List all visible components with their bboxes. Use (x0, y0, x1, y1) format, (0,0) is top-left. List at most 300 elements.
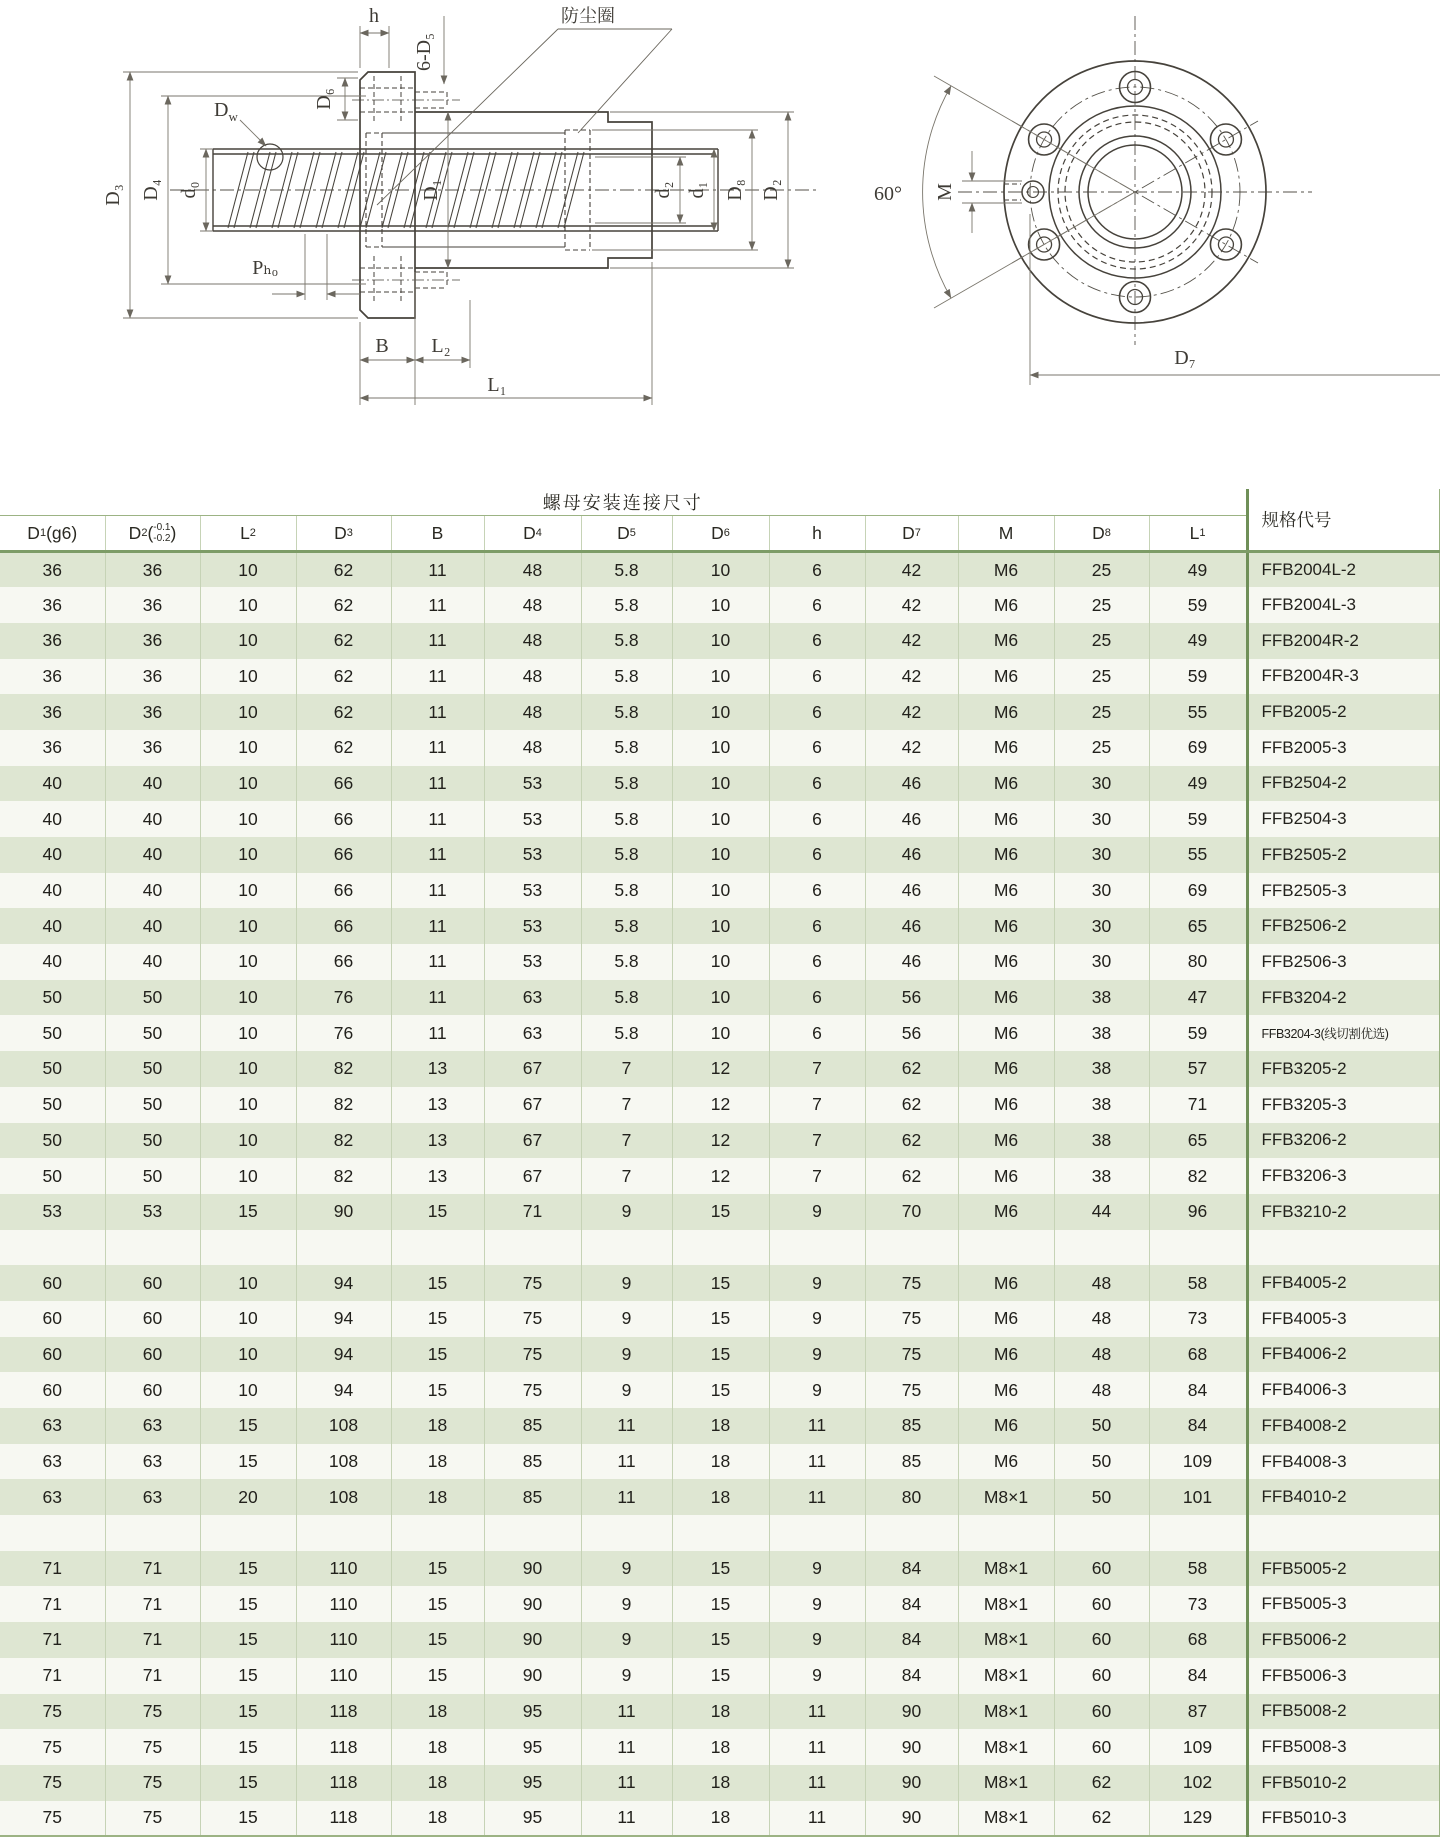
value-cell: 18 (672, 1765, 769, 1801)
value-cell: 25 (1054, 552, 1149, 588)
dim-label-b: B (375, 335, 389, 357)
value-cell: 9 (769, 1372, 865, 1408)
spec-cell: FFB2004R-3 (1247, 659, 1440, 695)
value-cell: 10 (672, 1015, 769, 1051)
table-row (0, 552, 1440, 588)
value-cell: 25 (1054, 659, 1149, 695)
value-cell: 11 (581, 1444, 672, 1480)
value-cell: 9 (581, 1658, 672, 1694)
value-cell: 84 (1149, 1372, 1247, 1408)
value-cell: 68 (1149, 1622, 1247, 1658)
value-cell: 6 (769, 1015, 865, 1051)
value-cell (958, 1230, 1054, 1266)
value-cell: 11 (581, 1479, 672, 1515)
value-cell: 13 (391, 1158, 484, 1194)
value-cell: 25 (1054, 694, 1149, 730)
dim-label-d2-small: d₂ (652, 181, 674, 199)
value-cell: 75 (105, 1694, 200, 1730)
value-cell: 59 (1149, 659, 1247, 695)
value-cell: 62 (296, 659, 391, 695)
value-cell (0, 1515, 105, 1551)
spec-cell: FFB5006-3 (1247, 1658, 1440, 1694)
value-cell: 7 (581, 1051, 672, 1087)
value-cell: 9 (581, 1337, 672, 1373)
value-cell: 5.8 (581, 801, 672, 837)
value-cell: 36 (105, 587, 200, 623)
value-cell: 11 (391, 944, 484, 980)
value-cell: 15 (672, 1265, 769, 1301)
dim-label-d4: D₄ (140, 179, 162, 201)
value-cell: 11 (769, 1444, 865, 1480)
value-cell: 38 (1054, 1087, 1149, 1123)
value-cell: 36 (0, 694, 105, 730)
value-cell: 10 (672, 801, 769, 837)
value-cell: 84 (865, 1658, 958, 1694)
column-header: D 6 (672, 516, 769, 552)
value-cell: 110 (296, 1551, 391, 1587)
value-cell: 71 (0, 1586, 105, 1622)
value-cell: 82 (296, 1051, 391, 1087)
value-cell: 30 (1054, 873, 1149, 909)
dim-label-l1: L₁ (487, 374, 507, 396)
table-body (0, 552, 1440, 1837)
value-cell: 62 (865, 1158, 958, 1194)
dim-label-d8: D₈ (724, 179, 746, 201)
value-cell: 90 (865, 1694, 958, 1730)
spec-cell: FFB4008-3 (1247, 1444, 1440, 1480)
value-cell: 10 (200, 659, 296, 695)
value-cell: 10 (200, 1265, 296, 1301)
value-cell: M8×1 (958, 1765, 1054, 1801)
value-cell: 60 (1054, 1729, 1149, 1765)
value-cell: 67 (484, 1087, 581, 1123)
value-cell: M6 (958, 944, 1054, 980)
value-cell (0, 1230, 105, 1266)
value-cell: 11 (581, 1694, 672, 1730)
value-cell: 70 (865, 1194, 958, 1230)
spec-cell: FFB2506-2 (1247, 908, 1440, 944)
value-cell: 48 (1054, 1337, 1149, 1373)
value-cell: 11 (391, 730, 484, 766)
table-row (0, 1729, 1440, 1765)
value-cell: 118 (296, 1729, 391, 1765)
value-cell: 108 (296, 1408, 391, 1444)
value-cell (200, 1515, 296, 1551)
value-cell: M8×1 (958, 1622, 1054, 1658)
value-cell: 13 (391, 1123, 484, 1159)
value-cell: 46 (865, 801, 958, 837)
value-cell: 5.8 (581, 873, 672, 909)
value-cell: 36 (105, 659, 200, 695)
value-cell: 46 (865, 944, 958, 980)
dim-label-60deg: 60° (874, 183, 902, 205)
value-cell: 38 (1054, 1051, 1149, 1087)
value-cell: 10 (672, 837, 769, 873)
value-cell: 9 (769, 1586, 865, 1622)
value-cell: 38 (1054, 1123, 1149, 1159)
spec-cell (1247, 1230, 1440, 1266)
value-cell: 15 (200, 1729, 296, 1765)
value-cell: 95 (484, 1729, 581, 1765)
value-cell (769, 1230, 865, 1266)
value-cell: 18 (672, 1729, 769, 1765)
value-cell: 50 (0, 980, 105, 1016)
value-cell: 36 (0, 587, 105, 623)
value-cell: M6 (958, 801, 1054, 837)
table-row (0, 801, 1440, 837)
value-cell: 11 (391, 659, 484, 695)
value-cell: 7 (769, 1051, 865, 1087)
value-cell: 11 (391, 908, 484, 944)
value-cell: 48 (484, 730, 581, 766)
value-cell (581, 1515, 672, 1551)
value-cell: 18 (391, 1444, 484, 1480)
value-cell: 11 (391, 766, 484, 802)
value-cell: 60 (105, 1372, 200, 1408)
value-cell: 71 (484, 1194, 581, 1230)
spec-cell: FFB3205-2 (1247, 1051, 1440, 1087)
value-cell: 63 (0, 1479, 105, 1515)
value-cell: 42 (865, 552, 958, 588)
value-cell: 80 (865, 1479, 958, 1515)
value-cell: 50 (0, 1051, 105, 1087)
value-cell: 48 (1054, 1265, 1149, 1301)
value-cell: 42 (865, 730, 958, 766)
value-cell: 71 (1149, 1087, 1247, 1123)
spec-cell: FFB5010-3 (1247, 1801, 1440, 1837)
value-cell: 75 (0, 1729, 105, 1765)
value-cell: 5.8 (581, 730, 672, 766)
table-row (0, 908, 1440, 944)
value-cell: 10 (672, 587, 769, 623)
value-cell: 6 (769, 587, 865, 623)
value-cell: 75 (105, 1801, 200, 1837)
value-cell: 6 (769, 694, 865, 730)
value-cell: 15 (391, 1265, 484, 1301)
value-cell: 110 (296, 1622, 391, 1658)
value-cell: 62 (1054, 1765, 1149, 1801)
value-cell: M6 (958, 873, 1054, 909)
value-cell: M6 (958, 1015, 1054, 1051)
value-cell: 50 (105, 1087, 200, 1123)
value-cell: 60 (0, 1301, 105, 1337)
dust-ring-label: 防尘圈 (561, 6, 615, 26)
value-cell: 49 (1149, 623, 1247, 659)
table-row (0, 1551, 1440, 1587)
value-cell: 75 (865, 1372, 958, 1408)
value-cell: 71 (105, 1622, 200, 1658)
value-cell: M6 (958, 623, 1054, 659)
value-cell: 42 (865, 659, 958, 695)
value-cell: 75 (0, 1801, 105, 1837)
value-cell: 75 (865, 1265, 958, 1301)
value-cell: 11 (391, 801, 484, 837)
value-cell: 40 (0, 944, 105, 980)
value-cell: 71 (105, 1658, 200, 1694)
spec-cell: FFB3205-3 (1247, 1087, 1440, 1123)
value-cell: M6 (958, 1265, 1054, 1301)
value-cell: 38 (1054, 980, 1149, 1016)
dim-label-d7: D₇ (1174, 347, 1196, 369)
value-cell: 50 (105, 980, 200, 1016)
value-cell: 36 (105, 552, 200, 588)
spec-cell: FFB2505-2 (1247, 837, 1440, 873)
value-cell: 101 (1149, 1479, 1247, 1515)
table-row (0, 873, 1440, 909)
value-cell (296, 1230, 391, 1266)
value-cell: 20 (200, 1479, 296, 1515)
value-cell: 11 (581, 1765, 672, 1801)
value-cell: 30 (1054, 908, 1149, 944)
column-header: L 1 (1149, 516, 1247, 552)
value-cell: 90 (484, 1551, 581, 1587)
value-cell: 42 (865, 587, 958, 623)
value-cell: M6 (958, 1408, 1054, 1444)
value-cell: 84 (1149, 1408, 1247, 1444)
value-cell: 15 (200, 1194, 296, 1230)
value-cell: 7 (769, 1087, 865, 1123)
value-cell: 36 (0, 623, 105, 659)
value-cell: 15 (200, 1551, 296, 1587)
value-cell: 71 (105, 1551, 200, 1587)
table-row (0, 659, 1440, 695)
value-cell: 63 (105, 1479, 200, 1515)
value-cell: 15 (391, 1551, 484, 1587)
value-cell: 11 (581, 1801, 672, 1837)
value-cell: 46 (865, 908, 958, 944)
value-cell: 9 (581, 1622, 672, 1658)
value-cell: 82 (1149, 1158, 1247, 1194)
value-cell: 75 (484, 1337, 581, 1373)
value-cell: 18 (391, 1801, 484, 1837)
value-cell (672, 1515, 769, 1551)
value-cell: 118 (296, 1801, 391, 1837)
table-row (0, 1586, 1440, 1622)
column-header: D 3 (296, 516, 391, 552)
value-cell: 75 (484, 1265, 581, 1301)
column-header: D 2 ( -0.1 -0.2 ) (105, 516, 200, 552)
value-cell: M6 (958, 1444, 1054, 1480)
value-cell: 38 (1054, 1158, 1149, 1194)
value-cell: 48 (1054, 1372, 1149, 1408)
dim-label-d1: D₁ (420, 179, 442, 201)
value-cell: 62 (1054, 1801, 1149, 1837)
table-row (0, 1408, 1440, 1444)
value-cell: 48 (484, 659, 581, 695)
value-cell: 10 (200, 1087, 296, 1123)
value-cell: 15 (672, 1622, 769, 1658)
table-row (0, 1801, 1440, 1837)
spec-cell: FFB3204-2 (1247, 980, 1440, 1016)
value-cell: 63 (105, 1408, 200, 1444)
value-cell: 60 (0, 1265, 105, 1301)
value-cell: 50 (0, 1015, 105, 1051)
value-cell: M6 (958, 980, 1054, 1016)
value-cell: 108 (296, 1444, 391, 1480)
value-cell: 59 (1149, 587, 1247, 623)
value-cell: 84 (865, 1622, 958, 1658)
value-cell: 10 (200, 1301, 296, 1337)
value-cell: 15 (391, 1586, 484, 1622)
spec-column-header: 规格代号 (1247, 489, 1440, 552)
value-cell: 9 (769, 1658, 865, 1694)
value-cell: 71 (0, 1551, 105, 1587)
value-cell: 12 (672, 1123, 769, 1159)
value-cell: 9 (769, 1265, 865, 1301)
value-cell (484, 1230, 581, 1266)
dim-label-dw: $D_w$ (214, 99, 238, 124)
value-cell: 87 (1149, 1694, 1247, 1730)
value-cell (105, 1230, 200, 1266)
column-header: h (769, 516, 865, 552)
value-cell: 40 (105, 908, 200, 944)
spec-cell: FFB4008-2 (1247, 1408, 1440, 1444)
value-cell: 50 (1054, 1479, 1149, 1515)
table-row (0, 587, 1440, 623)
value-cell: 50 (105, 1123, 200, 1159)
value-cell: 60 (1054, 1694, 1149, 1730)
value-cell: 110 (296, 1586, 391, 1622)
value-cell: 40 (0, 873, 105, 909)
value-cell: 58 (1149, 1265, 1247, 1301)
value-cell: 60 (1054, 1551, 1149, 1587)
value-cell: 10 (200, 1051, 296, 1087)
table-row (0, 766, 1440, 802)
value-cell: 12 (672, 1158, 769, 1194)
value-cell: 25 (1054, 730, 1149, 766)
value-cell: 56 (865, 980, 958, 1016)
value-cell: 10 (200, 1337, 296, 1373)
value-cell: 15 (391, 1194, 484, 1230)
value-cell: 49 (1149, 766, 1247, 802)
value-cell: 36 (105, 623, 200, 659)
value-cell: 36 (0, 659, 105, 695)
value-cell: 10 (200, 552, 296, 588)
value-cell: 42 (865, 694, 958, 730)
value-cell: 60 (105, 1265, 200, 1301)
value-cell: 11 (391, 873, 484, 909)
value-cell: 11 (391, 980, 484, 1016)
value-cell: M8×1 (958, 1658, 1054, 1694)
spec-cell: FFB2004L-3 (1247, 587, 1440, 623)
value-cell: 10 (200, 766, 296, 802)
table-title: 螺母安装连接尺寸 (0, 489, 1247, 516)
value-cell: 10 (200, 694, 296, 730)
value-cell: 66 (296, 908, 391, 944)
value-cell: 84 (865, 1586, 958, 1622)
value-cell: 10 (200, 1372, 296, 1408)
table-row (0, 1444, 1440, 1480)
value-cell: 9 (769, 1194, 865, 1230)
spec-cell: FFB4006-3 (1247, 1372, 1440, 1408)
dim-label-d1-small: d₁ (686, 181, 708, 199)
column-header: B (391, 516, 484, 552)
value-cell: 9 (581, 1551, 672, 1587)
spec-cell: FFB5005-2 (1247, 1551, 1440, 1587)
value-cell: 5.8 (581, 766, 672, 802)
value-cell: 11 (391, 837, 484, 873)
value-cell: 55 (1149, 837, 1247, 873)
value-cell: 18 (672, 1408, 769, 1444)
spec-cell: FFB2504-3 (1247, 801, 1440, 837)
value-cell: 5.8 (581, 944, 672, 980)
value-cell: 44 (1054, 1194, 1149, 1230)
value-cell: M6 (958, 1123, 1054, 1159)
value-cell: 10 (672, 623, 769, 659)
spec-cell: FFB2004R-2 (1247, 623, 1440, 659)
value-cell: M8×1 (958, 1694, 1054, 1730)
dim-label-d3: D₃ (102, 184, 124, 206)
value-cell: 15 (200, 1408, 296, 1444)
value-cell: 75 (105, 1729, 200, 1765)
value-cell: 5.8 (581, 552, 672, 588)
value-cell: 90 (484, 1622, 581, 1658)
value-cell: 9 (581, 1301, 672, 1337)
value-cell: 15 (672, 1551, 769, 1587)
table-row (0, 837, 1440, 873)
value-cell: 9 (581, 1372, 672, 1408)
value-cell: 75 (484, 1372, 581, 1408)
value-cell: 50 (0, 1158, 105, 1194)
value-cell: 40 (105, 837, 200, 873)
value-cell: 49 (1149, 552, 1247, 588)
value-cell: 36 (105, 730, 200, 766)
spec-cell: FFB3204-3(线切割优选) (1247, 1015, 1440, 1051)
value-cell: 66 (296, 837, 391, 873)
value-cell (1149, 1230, 1247, 1266)
value-cell: 73 (1149, 1586, 1247, 1622)
value-cell: 53 (484, 908, 581, 944)
value-cell: 60 (1054, 1658, 1149, 1694)
spec-cell: FFB3206-2 (1247, 1123, 1440, 1159)
value-cell: 10 (200, 801, 296, 837)
value-cell: 60 (105, 1337, 200, 1373)
value-cell: 10 (672, 694, 769, 730)
value-cell: 66 (296, 873, 391, 909)
value-cell: 5.8 (581, 1015, 672, 1051)
column-header: D 7 (865, 516, 958, 552)
value-cell (105, 1515, 200, 1551)
value-cell: 58 (1149, 1551, 1247, 1587)
value-cell: 7 (581, 1087, 672, 1123)
value-cell: 46 (865, 766, 958, 802)
value-cell: 53 (484, 766, 581, 802)
value-cell: 60 (1054, 1622, 1149, 1658)
value-cell: M6 (958, 1158, 1054, 1194)
value-cell: 9 (769, 1622, 865, 1658)
value-cell: 7 (581, 1123, 672, 1159)
value-cell: 10 (672, 659, 769, 695)
value-cell: 10 (200, 1123, 296, 1159)
value-cell: 60 (1054, 1586, 1149, 1622)
value-cell (391, 1515, 484, 1551)
value-cell: 62 (865, 1123, 958, 1159)
table-row (0, 1694, 1440, 1730)
spec-table (0, 489, 1440, 1837)
value-cell: 108 (296, 1479, 391, 1515)
value-cell: 71 (105, 1586, 200, 1622)
technical-drawing (0, 0, 1440, 489)
value-cell: 46 (865, 837, 958, 873)
value-cell: M6 (958, 552, 1054, 588)
ball-circle (257, 144, 283, 170)
value-cell: 80 (1149, 944, 1247, 980)
value-cell: 6 (769, 659, 865, 695)
value-cell: 10 (200, 1015, 296, 1051)
dim-label-d2-big: D₂ (760, 179, 782, 201)
value-cell: 53 (0, 1194, 105, 1230)
value-cell: 75 (865, 1301, 958, 1337)
